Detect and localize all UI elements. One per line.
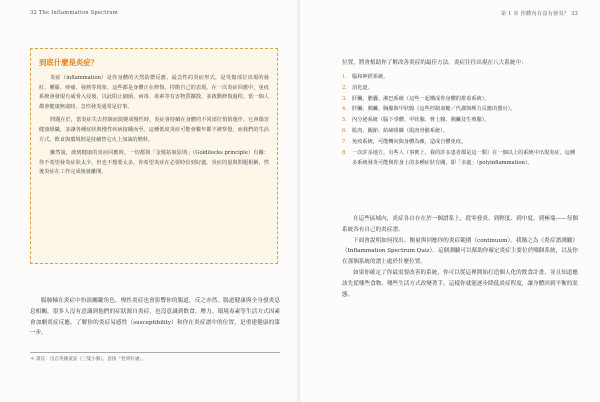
list-item (342, 148, 578, 170)
list-number: 7. (342, 138, 347, 145)
sidebar-box (30, 48, 278, 264)
list-number: 6. (342, 127, 347, 134)
list-text: 肝臟、胰臟、胸腺與甲狀腺（這些控制血糖／代謝與壓力反應的器官）。 (352, 106, 516, 113)
right-body-paragraph: 在這些區域內，炎症各自存在於一個譜系上，從零發炎、到輕度、到中度、到極端——每個系統各有自己的炎症譜。 (342, 216, 578, 233)
footnote: ＊ 譯註：出自英國童話《三隻小熊》，意指「恰到好處」。 (30, 352, 280, 362)
systems-list (342, 72, 578, 169)
list-number: 3. (342, 95, 347, 102)
sidebar-paragraph: 問題在於，當炎症失去控制而演變成慢性時，炎症會持續在身體的不同部位悄悄運作，它會傷害健康組織，並讓各種症狀與慢性疾病接踵而至。這種低度炎症可能會數年都不被察覺，而我們的生活方式、飲食與環境則是持續替它火上加油的燃料。 (39, 117, 269, 143)
list-item (342, 94, 578, 105)
list-number: 4. (342, 106, 347, 113)
list-text: 肌肉、關節、結締組織（肌肉骨骼系統）。 (352, 127, 448, 134)
sidebar-paragraph: 炎症（inflammation）是你身體的天然防禦反應，最急性的炎症形式，是受傷部位出現的發紅、腫脹、疼痛、發熱等現象，這些都是身體正在修復、捍衛自己的表現。在一次炎症回應中，免疫系統會發現有威脅入侵後，以此阻止細菌、病毒、毒素等有害物質擴散，並啟動修復過程。當一個人都會健康無虞時，急性發炎通常是好事。 (39, 75, 269, 110)
list-item (342, 137, 578, 148)
right-running-head: 第 1 章 你體內有沒有發炎？ 33 (500, 11, 578, 17)
right-intro-paragraph: 位置，將會幫助你了解改善炎症的最佳方法。炎症往往出現在八大系統中： (342, 60, 527, 66)
list-text: 肝臟、膽囊、淋巴系統（這些一起構成你身體的排毒系統）。 (352, 95, 490, 102)
list-number: 8. (342, 149, 347, 156)
list-number: 2. (342, 84, 347, 91)
list-item (342, 104, 578, 115)
left-running-head: 32 The Inflammation Spectrum (30, 10, 118, 16)
sidebar-title: 到底什麼是炎症？ (39, 58, 99, 67)
right-body-paragraph: 下面會說明如何找出、衡量與回應你的炎症範圍（continuum）。我稱之為《炎症譜測驗》（Inflammation Spectrum Quiz）。這個測驗可以幫助你確定炎症主要位於哪個系統，以及你在那個系統的譜上處於什麼位置。 (342, 237, 578, 266)
list-item (342, 126, 578, 137)
list-item (342, 115, 578, 126)
list-text: 消化道。 (352, 84, 373, 91)
left-body-text (30, 296, 280, 339)
left-body-paragraph: 腸肺軸在炎症中扮演關鍵角色，慢性炎症也會影響你的腸道，反之亦然。腸道健康與全身發炎息息相關，很多人沒有意識到他們的症狀源自炎症，也沒意識到飲食、壓力、環境毒素等生活方式因素會加劇炎症反應。了解你的炎症易感性（susceptibility）和你在炎症譜中的位置，是重建健康的第一步。 (30, 298, 280, 337)
list-text: 一次許多地方，有些人（事實上，我的許多患者都是這一類）在一個以上的系統中出現炎症，這種多系統發炎可能與你身上的多種症狀有關，即「多處」（polyinflammation）。 (352, 149, 576, 167)
list-number: 1. (342, 74, 347, 80)
list-text: 免疫系統，可能轉向與身體為敵，造成自體免疫。 (352, 138, 467, 145)
list-text: 腦和神經系統。 (352, 74, 389, 80)
right-intro-text (342, 58, 578, 69)
list-text: 內分泌系統（腦下垂體、甲狀腺、腎上腺、胰臟及生殖腺）。 (352, 117, 490, 124)
sidebar-paragraph: 雖然說，談到健康的炎症回應時，一切都與「金髮姑娘原則」（Goldilocks principle）有關：你不希望發炎症狀太少，但也不想要太多。你希望炎症在必要時恰到好處，炎症的量與問題相稱，然後炎症在工作完成後就離開。 (39, 150, 269, 176)
right-body-text (342, 214, 578, 300)
right-body-paragraph: 如果你確定了你最需要改善的系統，你可以從這裡開始打造個人化的飲食計畫，並且知道應該先從哪些食物、哪些生活方式改變著手，這樣你就能逐步降低炎症程度，讓身體回到平衡的狀態。 (342, 269, 578, 298)
list-item (342, 83, 578, 94)
list-item (342, 72, 578, 83)
list-number: 5. (342, 117, 347, 124)
